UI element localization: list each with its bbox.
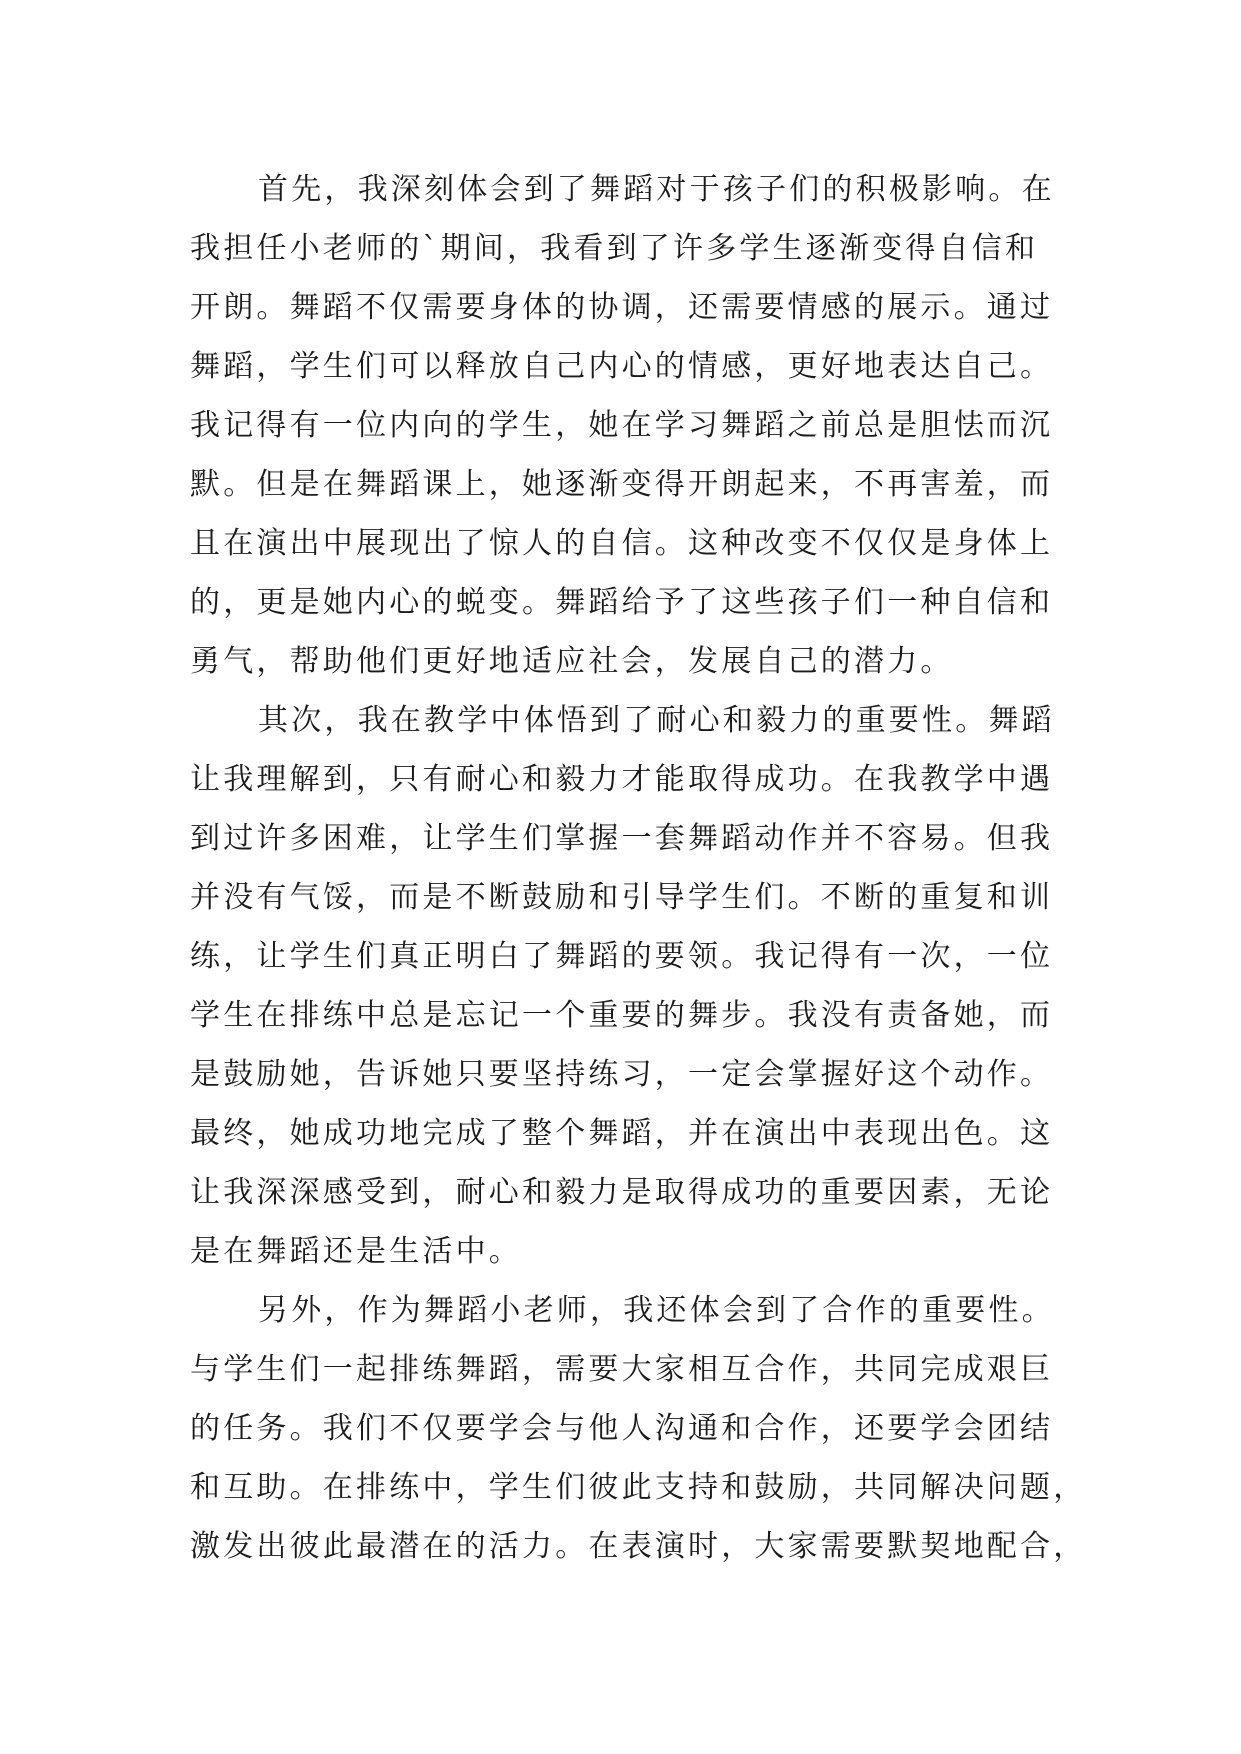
- text-line: 勇气，帮助他们更好地适应社会，发展自己的潜力。: [190, 644, 954, 679]
- text-line: 和互助。在排练中，学生们彼此支持和鼓励，共同解决问题，: [190, 1470, 1087, 1505]
- text-line: 且在演出中展现出了惊人的自信。这种改变不仅仅是身体上: [190, 526, 1054, 561]
- text-line: 让我深深感受到，耐心和毅力是取得成功的重要因素，无论: [190, 1175, 1054, 1210]
- text-line: 我担任小老师的`期间，我看到了许多学生逐渐变得自信和: [190, 231, 1039, 266]
- text-line: 学生在排练中总是忘记一个重要的舞步。我没有责备她，而: [190, 998, 1054, 1033]
- text-line: 首先，我深刻体会到了舞蹈对于孩子们的积极影响。在: [258, 172, 1055, 207]
- text-line: 舞蹈，学生们可以释放自己内心的情感，更好地表达自己。: [190, 349, 1054, 384]
- text-line: 开朗。舞蹈不仅需要身体的协调，还需要情感的展示。通过: [190, 290, 1054, 325]
- text-line: 是鼓励她，告诉她只要坚持练习，一定会掌握好这个动作。: [190, 1057, 1054, 1092]
- text-line: 的任务。我们不仅要学会与他人沟通和合作，还要学会团结: [190, 1411, 1054, 1446]
- paragraph-3: [190, 1281, 1087, 1576]
- text-line: 是在舞蹈还是生活中。: [190, 1234, 522, 1269]
- text-line: 其次，我在教学中体悟到了耐心和毅力的重要性。舞蹈: [258, 703, 1055, 738]
- text-line: 默。但是在舞蹈课上，她逐渐变得开朗起来，不再害羞，而: [190, 467, 1054, 502]
- text-line: 我记得有一位内向的学生，她在学习舞蹈之前总是胆怯而沉: [190, 408, 1054, 443]
- text-line: 让我理解到，只有耐心和毅力才能取得成功。在我教学中遇: [190, 762, 1054, 797]
- text-line: 激发出彼此最潜在的活力。在表演时，大家需要默契地配合，: [190, 1529, 1087, 1564]
- text-line: 的，更是她内心的蜕变。舞蹈给予了这些孩子们一种自信和: [190, 585, 1054, 620]
- text-line: 练，让学生们真正明白了舞蹈的要领。我记得有一次，一位: [190, 939, 1054, 974]
- text-line: 并没有气馁，而是不断鼓励和引导学生们。不断的重复和训: [190, 880, 1054, 915]
- text-line: 最终，她成功地完成了整个舞蹈，并在演出中表现出色。这: [190, 1116, 1054, 1151]
- text-line: 到过许多困难，让学生们掌握一套舞蹈动作并不容易。但我: [190, 821, 1054, 856]
- paragraph-2: [190, 691, 1070, 1281]
- paragraph-1: [190, 160, 1070, 691]
- body-text: [190, 160, 1087, 1576]
- text-line: 另外，作为舞蹈小老师，我还体会到了合作的重要性。: [258, 1293, 1055, 1328]
- text-line: 与学生们一起排练舞蹈，需要大家相互合作，共同完成艰巨: [190, 1352, 1054, 1387]
